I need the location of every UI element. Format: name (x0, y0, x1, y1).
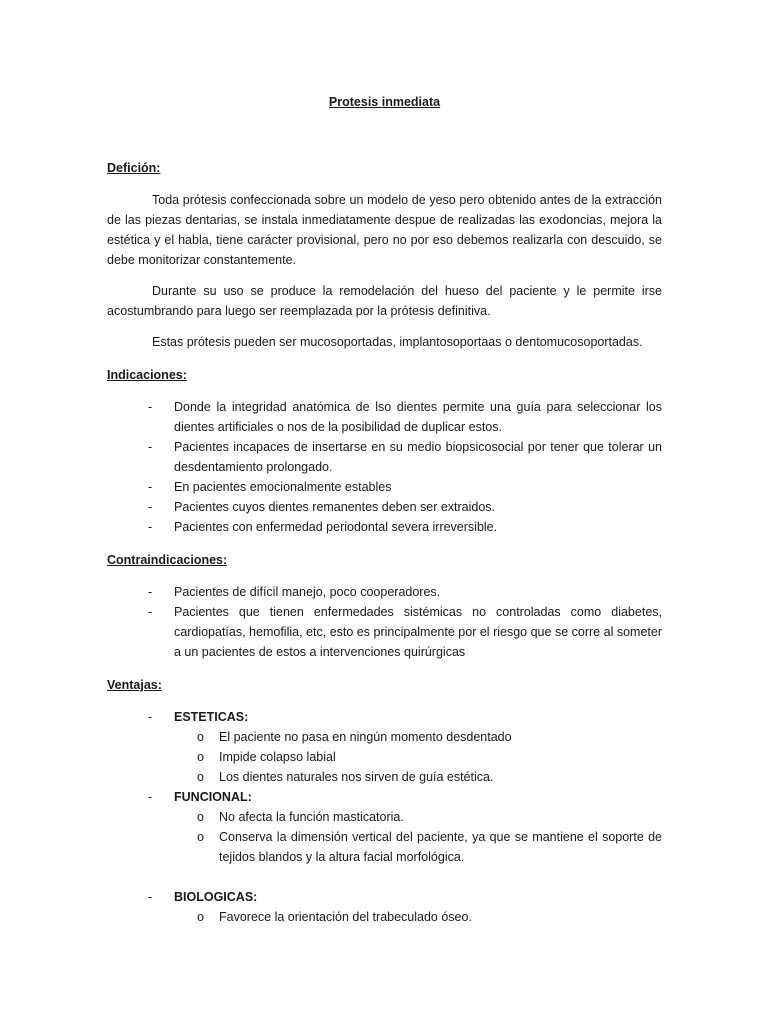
group-label: BIOLOGICAS: (174, 890, 258, 904)
list-item (107, 437, 662, 477)
section-heading-definicion: Defición: (107, 161, 161, 175)
sub-list-item (174, 827, 662, 867)
sub-list-item-text: Favorece la orientación del trabeculado óseo. (219, 910, 472, 924)
dash-marker: - (148, 710, 153, 724)
list-item-text: Pacientes que tienen enfermedades sistémicas no controladas como diabetes, cardiopatías, hemofilia, etc, esto es principalmente por el riesgo que se corre al someter a un pacientes de estos a intervenciones quirúrgicas (174, 605, 662, 659)
section-heading-indicaciones: Indicaciones: (107, 368, 187, 382)
paragraph: Estas prótesis pueden ser mucosoportadas, implantosoportaas o dentomucosoportadas. (152, 335, 643, 349)
list-item-esteticas (107, 707, 662, 787)
dash-marker: - (148, 480, 153, 494)
sub-list-item (174, 907, 662, 927)
circle-bullet: o (197, 830, 204, 844)
sub-list-item-text: El paciente no pasa en ningún momento desdentado (219, 730, 512, 744)
paragraph: Toda prótesis confeccionada sobre un modelo de yeso pero obtenido antes de la extracción de las piezas dentarias, se instala inmediatamente despue de realizadas las exodoncias, mejora la estética y el habla, tiene carácter provisional, pero no por eso debemos realizarla con descuido, se debe monitorizar constantemente. (107, 193, 662, 267)
document-title: Protesis inmediata (328, 95, 441, 109)
list-item-funcional (107, 787, 662, 887)
list-item (107, 497, 662, 517)
group-label: FUNCIONAL: (174, 790, 252, 804)
list-item-biologicas (107, 887, 662, 927)
sub-list-item-text: Conserva la dimensión vertical del paciente, ya que se mantiene el soporte de tejidos blandos y la altura facial morfológica. (219, 830, 662, 864)
circle-bullet: o (197, 810, 204, 824)
paragraph: Durante su uso se produce la remodelación del hueso del paciente y le permite irse acostumbrando para luego ser reemplazada por la prótesis definitiva. (107, 284, 662, 318)
list-item-text: Donde la integridad anatómica de lso dientes permite una guía para seleccionar los dientes artificiales o nos de la posibilidad de duplicar estos. (174, 400, 662, 434)
list-item-text: Pacientes incapaces de insertarse en su medio biopsicosocial por tener que tolerar un desdentamiento prolongado. (174, 440, 662, 474)
circle-bullet: o (197, 730, 204, 744)
list-item-text: En pacientes emocionalmente estables (174, 480, 392, 494)
group-label: ESTETICAS: (174, 710, 249, 724)
list-item (107, 602, 662, 662)
sub-list-item (174, 747, 662, 767)
dash-marker: - (148, 585, 153, 599)
section-heading-contraindicaciones: Contraindicaciones: (107, 553, 228, 567)
sub-list-item (174, 807, 662, 827)
list-item (107, 517, 662, 537)
dash-marker: - (148, 890, 153, 904)
sub-list-item-text: Los dientes naturales nos sirven de guía estética. (219, 770, 494, 784)
circle-bullet: o (197, 750, 204, 764)
dash-marker: - (148, 400, 153, 414)
spacer (174, 867, 662, 887)
contraindicaciones-list (107, 582, 662, 662)
dash-marker: - (148, 605, 153, 619)
list-item (107, 477, 662, 497)
ventajas-list (107, 707, 662, 927)
sub-list (174, 907, 662, 927)
sub-list-item-text: No afecta la función masticatoria. (219, 810, 404, 824)
sub-list-item-text: Impide colapso labial (219, 750, 336, 764)
circle-bullet: o (197, 910, 204, 924)
dash-marker: - (148, 790, 153, 804)
list-item-text: Pacientes de difícil manejo, poco cooperadores. (174, 585, 441, 599)
list-item-text: Pacientes con enfermedad periodontal severa irreversible. (174, 520, 498, 534)
circle-bullet: o (197, 770, 204, 784)
sub-list (174, 807, 662, 867)
list-item (107, 582, 662, 602)
list-item-text: Pacientes cuyos dientes remanentes deben ser extraidos. (174, 500, 496, 514)
dash-marker: - (148, 440, 153, 454)
indicaciones-list (107, 397, 662, 537)
dash-marker: - (148, 500, 153, 514)
list-item (107, 397, 662, 437)
dash-marker: - (148, 520, 153, 534)
sub-list-item (174, 767, 662, 787)
sub-list-item (174, 727, 662, 747)
section-heading-ventajas: Ventajas: (107, 678, 162, 692)
sub-list (174, 727, 662, 787)
